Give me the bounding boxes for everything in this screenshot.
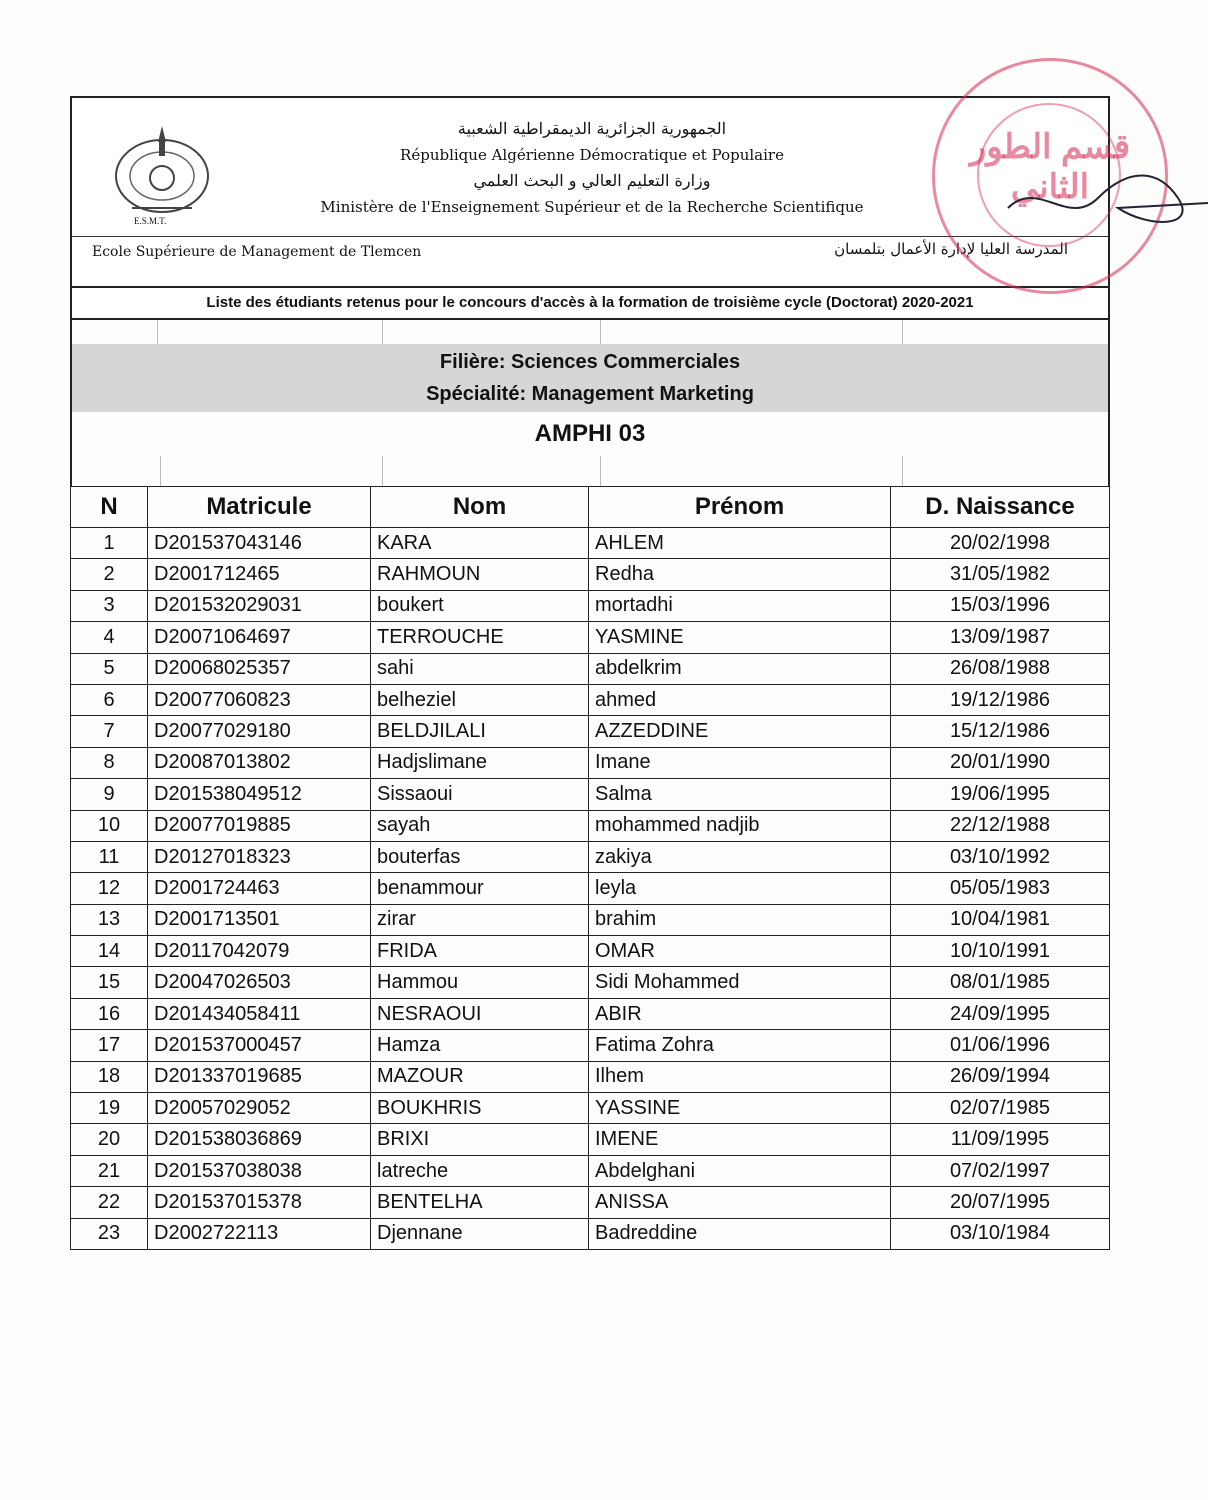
cell-n: 12	[71, 873, 148, 904]
cell-nom: BENTELHA	[371, 1187, 589, 1218]
table-row	[71, 747, 1110, 778]
cell-nom: NESRAOUI	[371, 998, 589, 1029]
cell-n: 20	[71, 1124, 148, 1155]
table-row	[71, 998, 1110, 1029]
table-row	[71, 967, 1110, 998]
cell-n: 7	[71, 716, 148, 747]
cell-prenom: zakiya	[589, 841, 891, 872]
cell-prenom: ahmed	[589, 684, 891, 715]
cell-prenom: ANISSA	[589, 1187, 891, 1218]
table-row	[71, 1187, 1110, 1218]
table-row	[71, 1155, 1110, 1186]
table-row	[71, 1061, 1110, 1092]
school-name-fr: Ecole Supérieure de Management de Tlemcen	[92, 244, 422, 260]
col-header-n: N	[71, 487, 148, 528]
cell-n: 22	[71, 1187, 148, 1218]
cell-matricule: D201537015378	[148, 1187, 371, 1218]
cell-prenom: Ilhem	[589, 1061, 891, 1092]
col-header-prenom: Prénom	[589, 487, 891, 528]
cell-date: 08/01/1985	[891, 967, 1110, 998]
cell-matricule: D201537000457	[148, 1030, 371, 1061]
cell-matricule: D2002722113	[148, 1218, 371, 1249]
cell-date: 07/02/1997	[891, 1155, 1110, 1186]
table-row	[71, 1218, 1110, 1249]
cell-prenom: OMAR	[589, 936, 891, 967]
cell-n: 10	[71, 810, 148, 841]
french-republic: République Algérienne Démocratique et Populaire	[400, 146, 784, 164]
table-row	[71, 873, 1110, 904]
cell-matricule: D2001713501	[148, 904, 371, 935]
cell-nom: BRIXI	[371, 1124, 589, 1155]
cell-nom: benammour	[371, 873, 589, 904]
cell-prenom: Redha	[589, 559, 891, 590]
cell-nom: latreche	[371, 1155, 589, 1186]
cell-date: 10/10/1991	[891, 936, 1110, 967]
cell-n: 5	[71, 653, 148, 684]
cell-date: 15/03/1996	[891, 590, 1110, 621]
cell-matricule: D201337019685	[148, 1061, 371, 1092]
cell-nom: Hamza	[371, 1030, 589, 1061]
cell-matricule: D20057029052	[148, 1093, 371, 1124]
cell-date: 19/12/1986	[891, 684, 1110, 715]
cell-prenom: Abdelghani	[589, 1155, 891, 1186]
table-row	[71, 559, 1110, 590]
cell-matricule: D20077060823	[148, 684, 371, 715]
cell-date: 31/05/1982	[891, 559, 1110, 590]
cell-matricule: D201434058411	[148, 998, 371, 1029]
cell-nom: FRIDA	[371, 936, 589, 967]
french-ministry: Ministère de l'Enseignement Supérieur et de la Recherche Scientifique	[320, 198, 864, 216]
cell-date: 03/10/1984	[891, 1218, 1110, 1249]
cell-matricule: D201532029031	[148, 590, 371, 621]
cell-prenom: Sidi Mohammed	[589, 967, 891, 998]
cell-nom: boukert	[371, 590, 589, 621]
cell-nom: MAZOUR	[371, 1061, 589, 1092]
cell-n: 9	[71, 779, 148, 810]
document-sheet	[70, 96, 1131, 1250]
cell-nom: TERROUCHE	[371, 622, 589, 653]
cell-n: 1	[71, 528, 148, 559]
cell-prenom: YASMINE	[589, 622, 891, 653]
cell-date: 05/05/1983	[891, 873, 1110, 904]
cell-date: 20/01/1990	[891, 747, 1110, 778]
cell-prenom: mohammed nadjib	[589, 810, 891, 841]
table-row	[71, 528, 1110, 559]
header-lines	[272, 116, 912, 220]
table-row	[71, 936, 1110, 967]
col-header-matricule: Matricule	[148, 487, 371, 528]
cell-date: 26/08/1988	[891, 653, 1110, 684]
cell-nom: belheziel	[371, 684, 589, 715]
arabic-ministry: وزارة التعليم العالي و البحث العلمي	[473, 171, 711, 190]
cell-date: 22/12/1988	[891, 810, 1110, 841]
cell-nom: BOUKHRIS	[371, 1093, 589, 1124]
cell-n: 18	[71, 1061, 148, 1092]
cell-date: 02/07/1985	[891, 1093, 1110, 1124]
cell-matricule: D20087013802	[148, 747, 371, 778]
filiere-band	[70, 344, 1110, 412]
cell-nom: bouterfas	[371, 841, 589, 872]
cell-n: 2	[71, 559, 148, 590]
cell-matricule: D201538036869	[148, 1124, 371, 1155]
cell-date: 24/09/1995	[891, 998, 1110, 1029]
cell-matricule: D2001712465	[148, 559, 371, 590]
cell-prenom: Fatima Zohra	[589, 1030, 891, 1061]
cell-matricule: D20077029180	[148, 716, 371, 747]
cell-n: 19	[71, 1093, 148, 1124]
cell-nom: zirar	[371, 904, 589, 935]
cell-n: 3	[71, 590, 148, 621]
cell-matricule: D20117042079	[148, 936, 371, 967]
cell-date: 19/06/1995	[891, 779, 1110, 810]
cell-date: 26/09/1994	[891, 1061, 1110, 1092]
cell-date: 03/10/1992	[891, 841, 1110, 872]
cell-prenom: YASSINE	[589, 1093, 891, 1124]
cell-matricule: D201537043146	[148, 528, 371, 559]
cell-n: 23	[71, 1218, 148, 1249]
table-row	[71, 684, 1110, 715]
cell-date: 20/07/1995	[891, 1187, 1110, 1218]
cell-prenom: IMENE	[589, 1124, 891, 1155]
cell-prenom: AZZEDDINE	[589, 716, 891, 747]
table-row	[71, 1093, 1110, 1124]
cell-date: 20/02/1998	[891, 528, 1110, 559]
cell-nom: RAHMOUN	[371, 559, 589, 590]
cell-prenom: AHLEM	[589, 528, 891, 559]
table-row	[71, 622, 1110, 653]
cell-n: 4	[71, 622, 148, 653]
table-row	[71, 1124, 1110, 1155]
table-row	[71, 1030, 1110, 1061]
cell-date: 10/04/1981	[891, 904, 1110, 935]
cell-n: 8	[71, 747, 148, 778]
logo-caption: E.S.M.T.	[134, 216, 167, 226]
cell-matricule: D201538049512	[148, 779, 371, 810]
cell-n: 21	[71, 1155, 148, 1186]
amphi-label: AMPHI 03	[70, 412, 1110, 456]
cell-n: 13	[71, 904, 148, 935]
spacer-row	[70, 456, 1110, 486]
cell-matricule: D20077019885	[148, 810, 371, 841]
col-header-nom: Nom	[371, 487, 589, 528]
table-row	[71, 590, 1110, 621]
table-row	[71, 841, 1110, 872]
signature	[998, 158, 1208, 238]
school-logo	[110, 120, 214, 224]
cell-nom: KARA	[371, 528, 589, 559]
arabic-republic: الجمهورية الجزائرية الديمقراطية الشعبية	[457, 119, 727, 138]
cell-prenom: Salma	[589, 779, 891, 810]
cell-matricule: D20068025357	[148, 653, 371, 684]
cell-n: 17	[71, 1030, 148, 1061]
cell-matricule: D20127018323	[148, 841, 371, 872]
cell-matricule: D20047026503	[148, 967, 371, 998]
table-row	[71, 904, 1110, 935]
letterhead	[70, 96, 1131, 286]
table-header-row	[71, 487, 1110, 528]
cell-date: 01/06/1996	[891, 1030, 1110, 1061]
cell-n: 16	[71, 998, 148, 1029]
cell-prenom: leyla	[589, 873, 891, 904]
cell-nom: Djennane	[371, 1218, 589, 1249]
cell-matricule: D2001724463	[148, 873, 371, 904]
cell-date: 13/09/1987	[891, 622, 1110, 653]
col-header-date: D. Naissance	[891, 487, 1110, 528]
cell-nom: Hadjslimane	[371, 747, 589, 778]
cell-nom: sayah	[371, 810, 589, 841]
cell-prenom: Badreddine	[589, 1218, 891, 1249]
cell-nom: Hammou	[371, 967, 589, 998]
cell-prenom: mortadhi	[589, 590, 891, 621]
table-row	[71, 716, 1110, 747]
table-row	[71, 653, 1110, 684]
school-name-ar: المدرسة العليا لإدارة الأعمال بتلمسان	[834, 240, 1068, 258]
stamp-text: قسم الطور الثاني	[969, 128, 1131, 206]
list-title: Liste des étudiants retenus pour le concours d'accès à la formation de troisième cycle (Doctorat) 2020-2021	[70, 286, 1110, 320]
cell-matricule: D20071064697	[148, 622, 371, 653]
cell-prenom: ABIR	[589, 998, 891, 1029]
specialite: Spécialité: Management Marketing	[426, 383, 754, 405]
cell-n: 15	[71, 967, 148, 998]
cell-n: 11	[71, 841, 148, 872]
cell-nom: sahi	[371, 653, 589, 684]
spacer-row	[70, 320, 1110, 344]
students-table	[70, 486, 1110, 1250]
table-row	[71, 810, 1110, 841]
cell-matricule: D201537038038	[148, 1155, 371, 1186]
cell-nom: BELDJILALI	[371, 716, 589, 747]
cell-nom: Sissaoui	[371, 779, 589, 810]
cell-date: 11/09/1995	[891, 1124, 1110, 1155]
cell-prenom: abdelkrim	[589, 653, 891, 684]
cell-n: 14	[71, 936, 148, 967]
cell-prenom: Imane	[589, 747, 891, 778]
table-row	[71, 779, 1110, 810]
cell-prenom: brahim	[589, 904, 891, 935]
cell-n: 6	[71, 684, 148, 715]
filiere: Filière: Sciences Commerciales	[439, 351, 741, 373]
cell-date: 15/12/1986	[891, 716, 1110, 747]
